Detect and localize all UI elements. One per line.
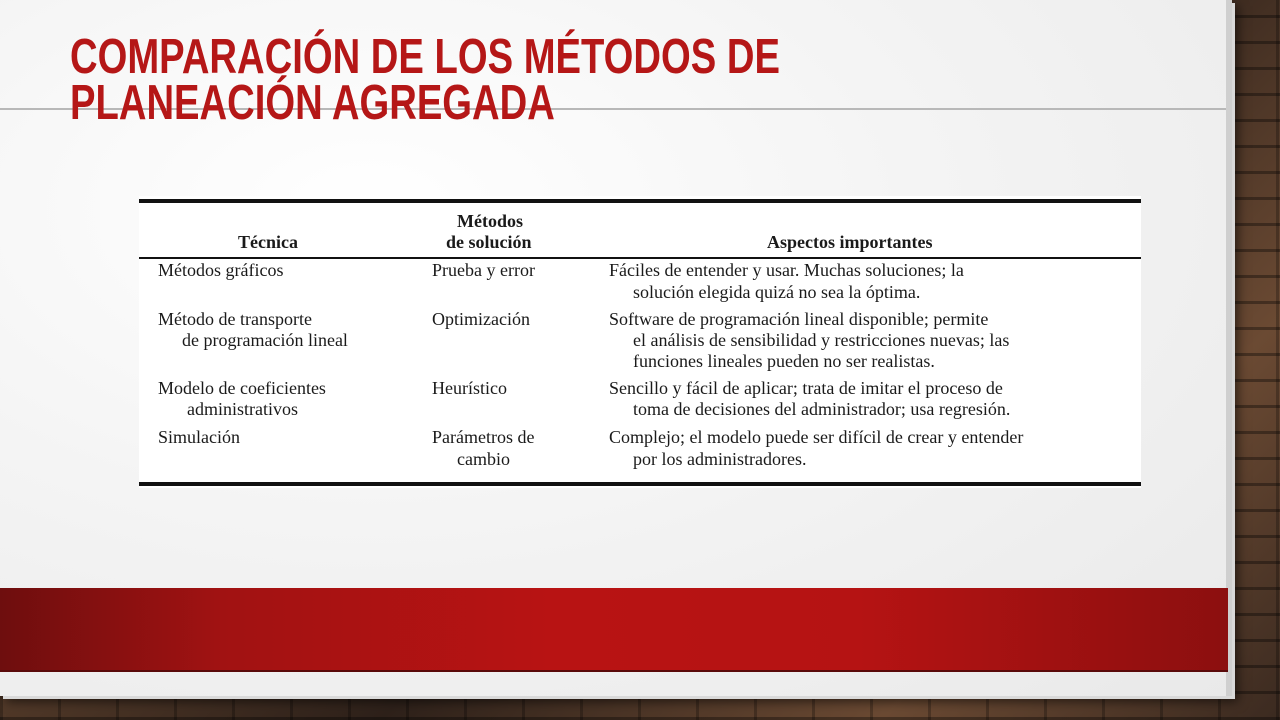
row4-aspectos-line2: por los administradores. (633, 449, 807, 469)
header-tecnica: Técnica (238, 232, 298, 252)
row2-metodo: Optimización (432, 309, 530, 329)
row2-aspectos-line2: el análisis de sensibilidad y restricciones nuevas; las (633, 330, 1010, 350)
row3-aspectos-line1: Sencillo y fácil de aplicar; trata de imitar el proceso de (609, 378, 1003, 398)
footer-band-edge (0, 670, 1228, 672)
row4-metodo-line2: cambio (457, 449, 510, 469)
row1-aspectos-line1: Fáciles de entender y usar. Muchas soluciones; la (609, 260, 964, 280)
header-aspectos: Aspectos importantes (767, 232, 933, 252)
row1-aspectos-line2: solución elegida quizá no sea la óptima. (633, 282, 921, 302)
row3-tecnica-line1: Modelo de coeficientes (158, 378, 326, 398)
row4-tecnica: Simulación (158, 427, 240, 447)
header-metodos-line1: Métodos (457, 211, 523, 231)
row4-aspectos-line1: Complejo; el modelo puede ser difícil de crear y entender (609, 427, 1024, 447)
header-metodos-line2: de solución (446, 232, 532, 252)
table-header-rule (139, 257, 1141, 259)
row3-metodo: Heurístico (432, 378, 507, 398)
table-top-rule (139, 199, 1141, 203)
row1-tecnica: Métodos gráficos (158, 260, 284, 280)
row2-aspectos-line1: Software de programación lineal disponible; permite (609, 309, 989, 329)
row1-metodo: Prueba y error (432, 260, 535, 280)
footer-band (0, 588, 1228, 670)
slide-title: COMPARACIÓN DE LOS MÉTODOS DE PLANEACIÓN AGREGADA (70, 30, 780, 130)
row4-metodo-line1: Parámetros de (432, 427, 535, 447)
row2-tecnica-line1: Método de transporte (158, 309, 312, 329)
table-bottom-rule (139, 482, 1141, 486)
row3-aspectos-line2: toma de decisiones del administrador; usa regresión. (633, 399, 1011, 419)
row2-aspectos-line3: funciones lineales pueden no ser realistas. (633, 351, 935, 371)
comparison-table (139, 196, 1141, 488)
row2-tecnica-line2: de programación lineal (182, 330, 348, 350)
row3-tecnica-line2: administrativos (187, 399, 298, 419)
